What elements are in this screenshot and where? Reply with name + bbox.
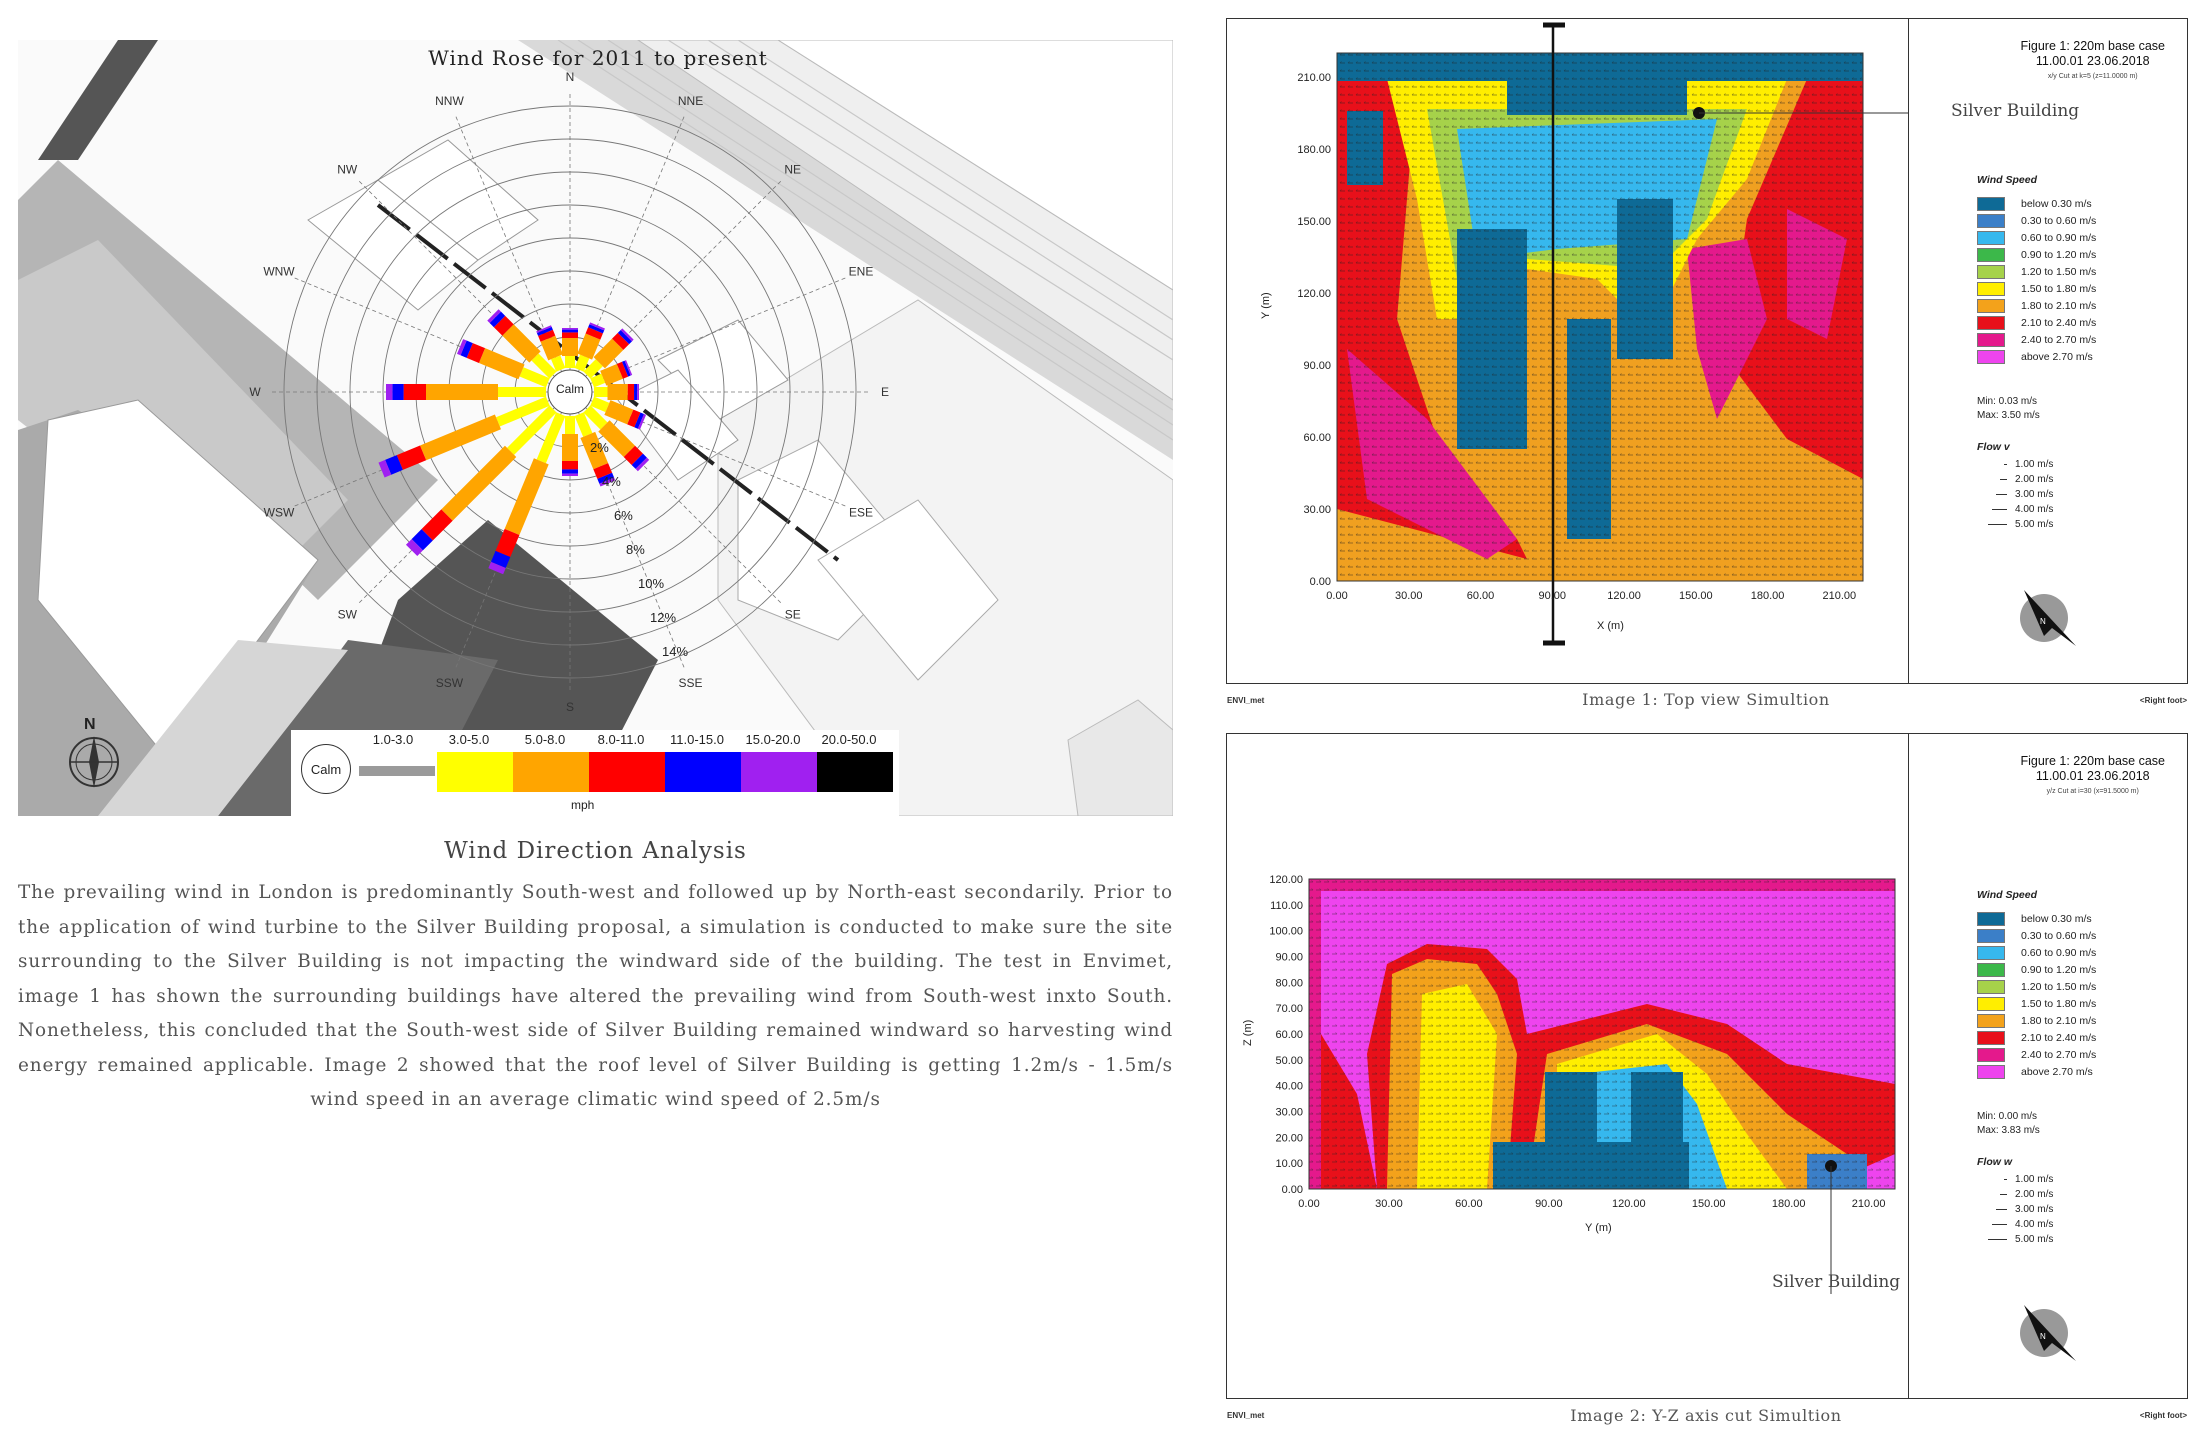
rose-legend-range: 11.0-15.0	[670, 732, 724, 747]
y-tick-label: 150.00	[1297, 215, 1331, 228]
rose-direction-label: ENE	[848, 264, 874, 279]
analysis-title: Wind Direction Analysis	[444, 838, 747, 864]
legend-label: 2.10 to 2.40 m/s	[2021, 316, 2097, 329]
flow-arrow-icon	[1979, 491, 2007, 499]
rose-legend-swatch	[741, 752, 817, 792]
rose-direction-label: SW	[337, 607, 357, 622]
flow-row	[1979, 1217, 2053, 1232]
svg-text:N: N	[2040, 1332, 2046, 1341]
flow-arrow-icon	[1979, 1236, 2007, 1244]
legend-label: 0.30 to 0.60 m/s	[2021, 214, 2097, 227]
legend-swatch	[1977, 299, 2005, 313]
sim1-speed-legend	[1977, 195, 2096, 365]
rose-bar-segment	[629, 451, 637, 459]
legend-row	[1977, 961, 2096, 978]
legend-row	[1977, 280, 2096, 297]
y-tick-label: 110.00	[1270, 899, 1303, 912]
flow-label: 2.00 m/s	[2015, 1189, 2054, 1200]
flow-row	[1979, 517, 2053, 532]
sim2-caption: Image 2: Y-Z axis cut Simultion	[1570, 1406, 1842, 1425]
legend-row	[1977, 195, 2096, 212]
sim2-speed-legend	[1977, 910, 2096, 1080]
rose-bar-segment	[585, 337, 593, 357]
sim2-callout: Silver Building	[1772, 1272, 1901, 1292]
rose-bar-segment	[460, 346, 464, 347]
y-tick-label: 210.00	[1297, 71, 1331, 84]
analysis-body: The prevailing wind in London is predominantly South-west and followed up by North-east secondarily. Prior to the application of wind turbine to the Silver Building proposal, a simulation is conducted to make sure the site surrounding to the Silver Building is not impacting the windward side of the building. The test in Envimet, image 1 has shown the surrounding buildings have altered the prevailing wind from South-west inxto South. Nonetheless, this concluded that the South-west side of Silver Building remained windward so harvesting wind energy remained applicable. Image 2 showed that the roof level of Silver Building is getting 1.2m/s - 1.5m/s wind speed in an average climatic wind speed of 2.5m/s	[18, 882, 1173, 1110]
legend-row	[1977, 1012, 2096, 1029]
sim2-flow-title: Flow w	[1977, 1156, 2012, 1168]
flow-arrow-icon	[1979, 1206, 2007, 1214]
legend-label: 0.60 to 0.90 m/s	[2021, 231, 2097, 244]
flow-label: 1.00 m/s	[2015, 459, 2054, 470]
rose-ring-label: 10%	[638, 576, 665, 591]
legend-swatch	[1977, 980, 2005, 994]
legend-label: above 2.70 m/s	[2021, 1065, 2093, 1078]
rose-direction-label: N	[565, 70, 575, 84]
legend-label: 2.40 to 2.70 m/s	[2021, 1048, 2097, 1061]
rose-direction-label: NNE	[677, 93, 704, 108]
sim1-callout: Silver Building	[1951, 101, 2080, 121]
y-tick-label: 90.00	[1303, 359, 1331, 372]
legend-swatch	[1977, 265, 2005, 279]
legend-label: 0.60 to 0.90 m/s	[2021, 946, 2097, 959]
x-tick-label: 30.00	[1394, 590, 1423, 602]
rose-bar-segment	[641, 463, 643, 465]
legend-label: 0.90 to 1.20 m/s	[2021, 248, 2097, 261]
rose-direction-label: SSW	[435, 676, 464, 691]
compass-icon	[2014, 584, 2084, 654]
rose-ring-label: 2%	[590, 440, 609, 455]
legend-row	[1977, 263, 2096, 280]
flow-row	[1979, 472, 2053, 487]
rose-bar-segment	[412, 545, 418, 551]
north-label: N	[84, 716, 96, 733]
flow-row	[1979, 1232, 2053, 1247]
rose-legend-swatch	[817, 752, 893, 792]
rose-legend-swatch	[589, 752, 665, 792]
legend-swatch	[1977, 333, 2005, 347]
rose-legend-swatch	[665, 752, 741, 792]
flow-arrow-icon	[1979, 521, 2007, 529]
legend-row	[1977, 297, 2096, 314]
svg-text:N: N	[2040, 617, 2046, 626]
legend-unit: mph	[571, 798, 595, 812]
rose-bar-segment	[626, 334, 628, 336]
rose-ring-label: 6%	[614, 508, 633, 523]
legend-swatch	[1977, 214, 2005, 228]
yz-cut-plot	[1227, 734, 1908, 1398]
rose-bar-segment	[548, 339, 556, 358]
sim1-legend-sidebar	[1908, 19, 2187, 683]
rose-direction-label: E	[880, 385, 890, 399]
legend-swatch	[1977, 1031, 2005, 1045]
x-tick-label: 120.00	[1611, 1198, 1646, 1210]
rose-bar-segment	[637, 420, 641, 421]
x-tick-label: 0.00	[1326, 590, 1348, 602]
legend-label: below 0.30 m/s	[2021, 197, 2092, 210]
flow-row	[1979, 487, 2053, 502]
legend-swatch	[1977, 963, 2005, 977]
rose-bar-segment	[417, 535, 427, 545]
rose-bar-segment	[630, 417, 637, 420]
wind-rose-title: Wind Rose for 2011 to present	[428, 46, 768, 70]
y-tick-label: 60.00	[1275, 1029, 1303, 1041]
rose-bar-segment	[637, 459, 641, 463]
y-tick-label: 30.00	[1303, 503, 1331, 516]
flow-label: 4.00 m/s	[2015, 1219, 2054, 1230]
rose-bar-segment	[620, 369, 625, 371]
flow-row	[1979, 1172, 2053, 1187]
y-tick-label: 40.00	[1275, 1080, 1303, 1093]
sim2-flow-legend	[1979, 1172, 2053, 1247]
rose-bar-segment	[628, 368, 629, 369]
rose-legend-swatch	[437, 752, 513, 792]
x-tick-label: 60.00	[1466, 590, 1495, 602]
flow-label: 1.00 m/s	[2015, 1174, 2054, 1185]
legend-row	[1977, 348, 2096, 365]
sim1-foot-left: ENVI_met	[1227, 696, 1265, 705]
x-tick-label: 90.00	[1535, 1198, 1563, 1210]
x-tick-label: 30.00	[1375, 1198, 1403, 1210]
legend-row	[1977, 314, 2096, 331]
sim1-flow-legend	[1979, 457, 2053, 532]
rose-direction-label: ESE	[849, 505, 874, 520]
y-tick-label: 0.00	[1309, 576, 1331, 588]
y-tick-label: 50.00	[1275, 1054, 1303, 1067]
rose-bar-segment	[596, 327, 597, 330]
y-tick-label: 120.00	[1297, 287, 1331, 300]
sim1-x-axis-label: X (m)	[1597, 620, 1624, 632]
legend-label: 0.30 to 0.60 m/s	[2021, 929, 2097, 942]
rose-bar-segment	[382, 467, 389, 470]
rose-bar-segment	[618, 339, 624, 345]
wind-rose-panel	[18, 40, 1173, 816]
x-tick-label: 60.00	[1455, 1198, 1483, 1210]
rose-direction-label: NE	[784, 162, 802, 177]
rose-bar-segment	[556, 357, 561, 369]
sim2-fig-title: Figure 1: 220m base case 11.00.01 23.06.2018 y/z Cut at i=30 (x=91.5000 m)	[2020, 754, 2165, 795]
flow-label: 3.00 m/s	[2015, 489, 2054, 500]
rose-legend-range: 1.0-3.0	[372, 732, 414, 747]
rose-bar-segment	[545, 333, 547, 339]
flow-row	[1979, 1187, 2053, 1202]
legend-row	[1977, 1046, 2096, 1063]
rose-bar-segment	[607, 407, 630, 416]
y-tick-label: 60.00	[1303, 431, 1331, 444]
rose-legend-swatch	[359, 766, 435, 776]
rose-direction-label: WNW	[263, 264, 295, 279]
rose-bar-segment	[493, 315, 495, 317]
rose-bar-segment	[544, 328, 545, 330]
rose-bar-segment	[623, 336, 626, 339]
rose-direction-label: NW	[337, 162, 358, 177]
site-plan-map	[18, 40, 1173, 816]
flow-arrow-icon	[1979, 1176, 2007, 1184]
rose-bar-segment	[625, 368, 628, 369]
rose-bar-segment	[388, 462, 400, 467]
flow-arrow-icon	[1979, 476, 2007, 484]
x-tick-label: 210.00	[1822, 590, 1857, 602]
rose-bar-segment	[592, 401, 607, 407]
north-arrow-icon	[66, 716, 122, 796]
legend-row	[1977, 229, 2096, 246]
rose-bar-segment	[503, 532, 512, 554]
rose-legend-swatch	[513, 752, 589, 792]
flow-arrow-icon	[1979, 506, 2007, 514]
x-tick-label: 0.00	[1298, 1198, 1320, 1210]
top-view-plot	[1227, 19, 1908, 683]
sim1-minmax: Min: 0.03 m/s Max: 3.50 m/s	[1977, 396, 2040, 421]
flow-label: 5.00 m/s	[2015, 1234, 2054, 1245]
legend-swatch	[1977, 350, 2005, 364]
x-tick-label: 180.00	[1771, 1198, 1806, 1210]
rose-ring-label: 4%	[602, 474, 621, 489]
legend-swatch	[1977, 929, 2005, 943]
flow-arrow-icon	[1979, 1221, 2007, 1229]
legend-label: below 0.30 m/s	[2021, 912, 2092, 925]
flow-label: 4.00 m/s	[2015, 504, 2054, 515]
rose-ring-label: 8%	[626, 542, 645, 557]
x-tick-label: 150.00	[1691, 1198, 1726, 1210]
flow-arrow-icon	[1979, 1191, 2007, 1199]
rose-bar-segment	[597, 325, 598, 327]
compass-icon	[2014, 1299, 2084, 1369]
sim2-foot-left: ENVI_met	[1227, 1411, 1265, 1420]
legend-swatch	[1977, 231, 2005, 245]
x-tick-label: 150.00	[1678, 590, 1713, 602]
sim2-legend-sidebar	[1908, 734, 2187, 1398]
sim2-x-axis-label: Y (m)	[1585, 1222, 1612, 1234]
x-tick-label: 120.00	[1607, 590, 1641, 602]
legend-swatch	[1977, 1014, 2005, 1028]
rose-bar-segment	[464, 348, 470, 351]
legend-label: 1.50 to 1.80 m/s	[2021, 997, 2097, 1010]
y-tick-label: 20.00	[1275, 1132, 1303, 1145]
rose-legend-range: 3.0-5.0	[448, 732, 490, 747]
legend-label: 1.80 to 2.10 m/s	[2021, 1014, 2097, 1027]
legend-label: 0.90 to 1.20 m/s	[2021, 963, 2097, 976]
legend-row	[1977, 944, 2096, 961]
flow-label: 2.00 m/s	[2015, 474, 2054, 485]
sim1-ws-title: Wind Speed	[1977, 174, 2037, 186]
legend-row	[1977, 246, 2096, 263]
rose-bar-segment	[579, 357, 585, 370]
sim1-foot-right: <Right foot>	[2139, 696, 2187, 705]
sim1-y-axis-label: Y (m)	[1260, 292, 1272, 319]
legend-swatch	[1977, 248, 2005, 262]
rose-bar-segment	[470, 350, 482, 355]
rose-direction-label: S	[565, 700, 575, 714]
rose-ring-label: 12%	[650, 610, 677, 625]
rose-legend-range: 8.0-11.0	[597, 732, 645, 747]
legend-label: 1.20 to 1.50 m/s	[2021, 980, 2097, 993]
y-tick-label: 0.00	[1281, 1184, 1303, 1196]
y-tick-label: 80.00	[1275, 977, 1303, 990]
flow-row	[1979, 502, 2053, 517]
rose-direction-label: SE	[784, 607, 801, 622]
y-tick-label: 70.00	[1275, 1003, 1303, 1016]
legend-swatch	[1977, 282, 2005, 296]
rose-bar-segment	[498, 554, 503, 565]
legend-swatch	[1977, 316, 2005, 330]
rose-bar-segment	[593, 330, 596, 336]
x-tick-label: 180.00	[1750, 590, 1785, 602]
rose-bar-segment	[496, 565, 499, 571]
legend-label: 2.10 to 2.40 m/s	[2021, 1031, 2097, 1044]
rose-ring-label: 14%	[662, 644, 689, 659]
sim1-caption: Image 1: Top view Simultion	[1582, 690, 1830, 709]
sim1-fig-title: Figure 1: 220m base case 11.00.01 23.06.2018 x/y Cut at k=5 (z=11.0000 m)	[2020, 39, 2165, 80]
y-tick-label: 90.00	[1275, 951, 1303, 964]
flow-label: 5.00 m/s	[2015, 519, 2054, 530]
flow-row	[1979, 1202, 2053, 1217]
legend-calm-circle: Calm	[301, 744, 351, 794]
rose-direction-label: NNW	[435, 93, 464, 108]
rose-direction-label: W	[249, 385, 261, 399]
x-tick-label: 210.00	[1851, 1198, 1886, 1210]
legend-row	[1977, 1029, 2096, 1046]
sim2-foot-right: <Right foot>	[2139, 1411, 2187, 1420]
rose-legend-range: 20.0-50.0	[821, 732, 877, 747]
rose-bar-segment	[544, 330, 545, 333]
y-tick-label: 100.00	[1269, 925, 1303, 938]
legend-label: 2.40 to 2.70 m/s	[2021, 333, 2097, 346]
legend-swatch	[1977, 197, 2005, 211]
rose-bar-segment	[495, 317, 499, 321]
legend-swatch	[1977, 946, 2005, 960]
x-tick-label: 90.00	[1538, 590, 1567, 602]
legend-row	[1977, 910, 2096, 927]
legend-row	[1977, 927, 2096, 944]
rose-direction-label: WSW	[263, 505, 295, 520]
y-tick-label: 30.00	[1275, 1106, 1303, 1119]
rose-bar-segment	[500, 322, 508, 330]
rose-legend-range: 5.0-8.0	[524, 732, 566, 747]
y-tick-label: 10.00	[1275, 1158, 1303, 1171]
legend-swatch	[1977, 997, 2005, 1011]
y-tick-label: 180.00	[1297, 143, 1331, 156]
y-tick-label: 120.00	[1269, 874, 1303, 886]
sim2-ws-title: Wind Speed	[1977, 889, 2037, 901]
legend-row	[1977, 212, 2096, 229]
legend-swatch	[1977, 1048, 2005, 1062]
sim2-minmax: Min: 0.00 m/s Max: 3.83 m/s	[1977, 1111, 2040, 1136]
legend-swatch	[1977, 912, 2005, 926]
legend-label: 1.20 to 1.50 m/s	[2021, 265, 2097, 278]
legend-label: 1.50 to 1.80 m/s	[2021, 282, 2097, 295]
flow-label: 3.00 m/s	[2015, 1204, 2054, 1215]
legend-row	[1977, 1063, 2096, 1080]
legend-row	[1977, 331, 2096, 348]
flow-arrow-icon	[1979, 461, 2007, 469]
legend-row	[1977, 978, 2096, 995]
rose-bar-segment	[400, 453, 423, 463]
rose-calm-label: Calm	[555, 382, 584, 396]
sim1-flow-title: Flow v	[1977, 441, 2010, 453]
rose-bar-segment	[641, 421, 643, 422]
legend-row	[1977, 995, 2096, 1012]
legend-swatch	[1977, 1065, 2005, 1079]
rose-direction-label: SSE	[678, 676, 703, 691]
rose-legend-range: 15.0-20.0	[745, 732, 801, 747]
legend-label: above 2.70 m/s	[2021, 350, 2093, 363]
sim2-y-axis-label: Z (m)	[1242, 1019, 1254, 1046]
rose-bar-segment	[603, 371, 620, 378]
legend-label: 1.80 to 2.10 m/s	[2021, 299, 2097, 312]
rose-legend	[291, 730, 899, 816]
flow-row	[1979, 457, 2053, 472]
